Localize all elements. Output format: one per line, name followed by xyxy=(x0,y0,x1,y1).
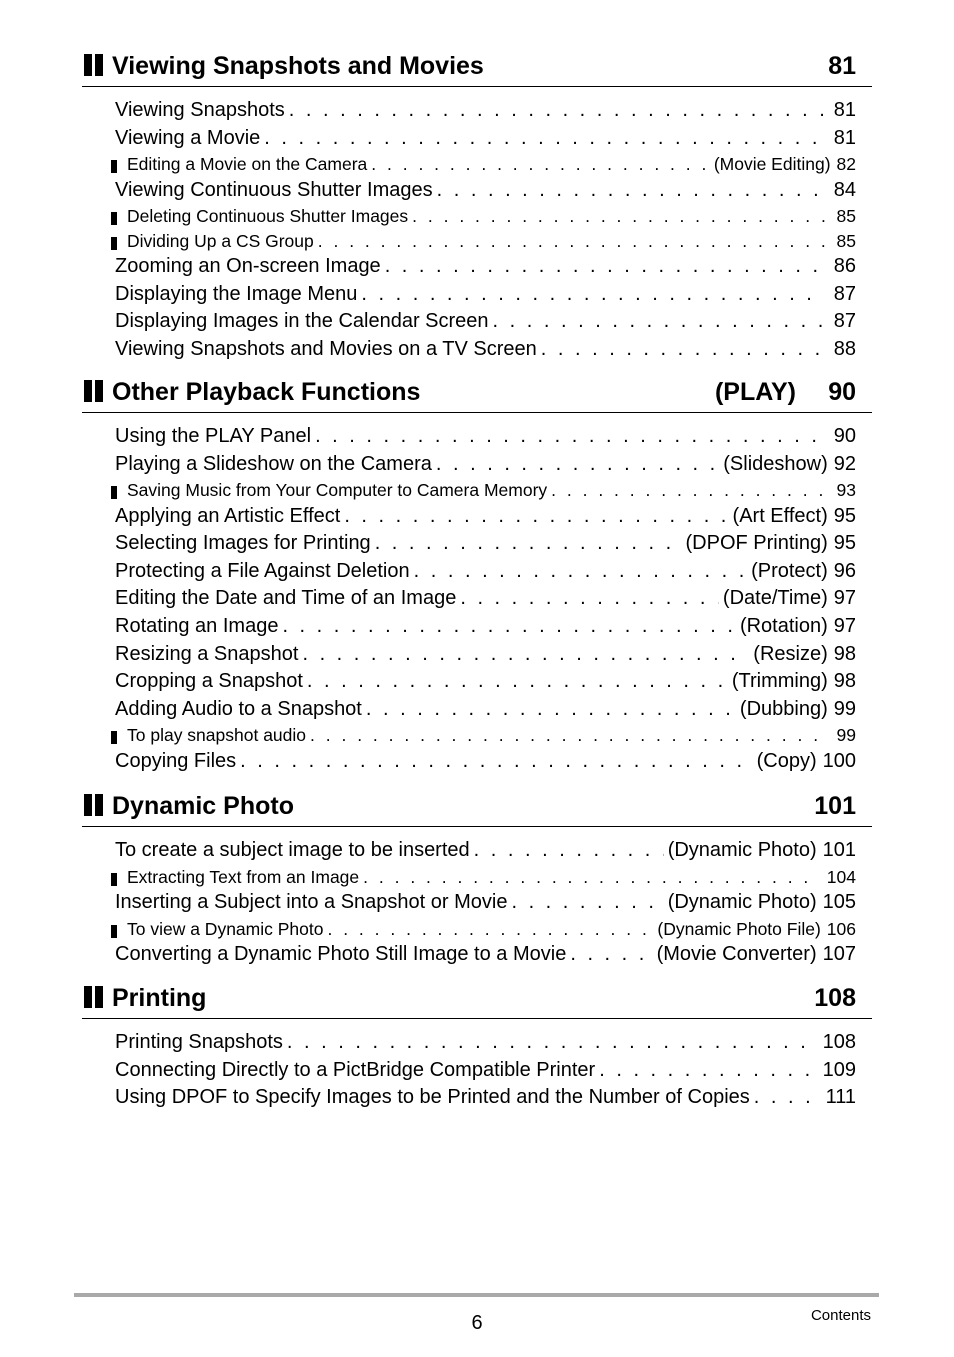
entry-page: 81 xyxy=(833,99,856,121)
entry-text: Converting a Dynamic Photo Still Image to a Movie xyxy=(115,943,567,966)
leader-dots xyxy=(307,668,728,696)
entry-page: 84 xyxy=(833,178,856,201)
section-header[interactable] xyxy=(82,982,872,1019)
leader-dots xyxy=(264,125,823,153)
entry-text: Viewing Continuous Shutter Images xyxy=(115,178,433,201)
section-marker-icon xyxy=(84,986,104,1008)
toc-section xyxy=(82,790,872,969)
leader-dots xyxy=(287,1029,813,1057)
toc-entry[interactable] xyxy=(115,558,856,586)
section-title: Printing xyxy=(112,984,207,1012)
toc-entry[interactable] xyxy=(115,423,856,451)
entry-tag: (Dynamic Photo File) xyxy=(657,918,821,939)
toc-section xyxy=(82,982,872,1112)
toc-section xyxy=(82,376,872,776)
entry-tag: (Movie Editing) xyxy=(713,154,831,175)
entry-page: 92 xyxy=(833,452,856,475)
entry-text: To play snapshot audio xyxy=(127,725,307,746)
leader-dots xyxy=(327,917,653,942)
entry-page: 85 xyxy=(836,206,856,227)
entry-tag: (Trimming) xyxy=(731,670,828,693)
toc-entry[interactable] xyxy=(115,941,856,969)
toc-entry[interactable] xyxy=(115,585,856,613)
entry-tag: (DPOF Printing) xyxy=(685,532,828,555)
leader-dots xyxy=(541,336,824,364)
entry-tag: (Date/Time) xyxy=(722,587,828,610)
entry-tag: (Copy) xyxy=(756,749,817,772)
toc-entry[interactable] xyxy=(115,125,856,153)
entry-page: 88 xyxy=(833,338,856,361)
entry-page: 106 xyxy=(826,918,856,939)
entry-page: 101 xyxy=(822,839,856,861)
footer-divider xyxy=(74,1293,879,1297)
entry-text: Cropping a Snapshot xyxy=(115,670,303,693)
leader-dots xyxy=(436,451,719,479)
section-page: 81 xyxy=(828,52,856,80)
entry-text: Copying Files xyxy=(115,749,237,772)
entry-text: Editing a Movie on the Camera xyxy=(127,154,368,175)
entry-page: 104 xyxy=(826,866,856,887)
entry-text: Zooming an On-screen Image xyxy=(115,255,381,278)
bullet-icon xyxy=(111,486,117,499)
leader-dots xyxy=(599,1057,812,1085)
leader-dots xyxy=(282,613,736,641)
entry-tag: (Dynamic Photo) xyxy=(667,891,817,914)
toc-entry[interactable] xyxy=(115,336,856,364)
section-page: 108 xyxy=(814,984,856,1012)
section-title: Other Playback Functions xyxy=(112,378,421,406)
entry-page: 96 xyxy=(833,559,856,582)
leader-dots xyxy=(385,253,824,281)
entry-page: 100 xyxy=(822,749,856,772)
entry-list xyxy=(82,837,872,969)
entry-text: Extracting Text from an Image xyxy=(127,866,360,887)
section-tag: (PLAY) xyxy=(714,378,796,406)
toc-entry[interactable] xyxy=(115,97,856,125)
entry-page: 99 xyxy=(836,725,856,746)
bullet-icon xyxy=(111,925,117,938)
entry-page: 95 xyxy=(833,532,856,555)
entry-text: To view a Dynamic Photo xyxy=(127,918,324,939)
leader-dots xyxy=(240,748,752,776)
entry-text: Using the PLAY Panel xyxy=(115,425,312,447)
leader-dots xyxy=(302,641,749,669)
entry-text: Applying an Artistic Effect xyxy=(115,504,341,527)
leader-dots xyxy=(493,308,824,336)
toc-subentry[interactable] xyxy=(127,865,856,890)
entry-page: 93 xyxy=(836,480,856,501)
toc-subentry[interactable] xyxy=(127,229,856,254)
toc-section xyxy=(82,50,872,364)
entry-tag: (Dynamic Photo) xyxy=(667,839,817,861)
toc-entry[interactable] xyxy=(115,1057,856,1085)
leader-dots xyxy=(375,530,682,558)
entry-page: 107 xyxy=(822,943,856,966)
section-marker-icon xyxy=(84,794,104,816)
toc-subentry[interactable] xyxy=(127,204,856,229)
toc-entry[interactable] xyxy=(115,530,856,558)
entry-page: 97 xyxy=(833,615,856,638)
entry-tag: (Dubbing) xyxy=(739,697,828,720)
toc-subentry[interactable] xyxy=(127,478,856,503)
entry-tag: (Rotation) xyxy=(739,615,828,638)
toc-entry[interactable] xyxy=(115,641,856,669)
entry-tag: (Resize) xyxy=(753,642,828,665)
toc-entry[interactable] xyxy=(115,281,856,309)
toc-subentry[interactable] xyxy=(127,917,856,942)
toc-entry[interactable] xyxy=(115,177,856,205)
entry-text: Using DPOF to Specify Images to be Printed and the Number of Copies xyxy=(115,1086,750,1109)
entry-text: Printing Snapshots xyxy=(115,1031,283,1053)
leader-dots xyxy=(363,865,817,890)
section-header[interactable] xyxy=(82,50,872,87)
leader-dots xyxy=(474,837,664,865)
section-header[interactable] xyxy=(82,790,872,827)
leader-dots xyxy=(412,204,826,229)
entry-page: 81 xyxy=(833,126,856,149)
entry-tag: (Slideshow) xyxy=(723,452,828,475)
leader-dots xyxy=(754,1084,816,1112)
entry-page: 98 xyxy=(833,670,856,693)
leader-dots xyxy=(315,423,824,451)
toc-entry[interactable] xyxy=(115,503,856,531)
toc-entry[interactable] xyxy=(115,748,856,776)
entry-page: 95 xyxy=(833,504,856,527)
entry-page: 99 xyxy=(833,697,856,720)
leader-dots xyxy=(437,177,824,205)
entry-text: Displaying Images in the Calendar Screen xyxy=(115,310,489,333)
page-number: 6 xyxy=(471,1312,483,1334)
entry-tag: (Protect) xyxy=(751,559,828,582)
bullet-icon xyxy=(111,237,117,250)
entry-list xyxy=(82,97,872,364)
toc-entry[interactable] xyxy=(115,889,856,917)
leader-dots xyxy=(344,503,728,531)
entry-page: 109 xyxy=(822,1058,856,1081)
leader-dots xyxy=(460,585,719,613)
entry-text: Viewing a Movie xyxy=(115,126,261,149)
toc-entry[interactable] xyxy=(115,1029,856,1057)
leader-dots xyxy=(289,97,824,125)
entry-text: Displaying the Image Menu xyxy=(115,282,358,305)
toc-subentry[interactable] xyxy=(127,723,856,748)
toc-entry[interactable] xyxy=(115,308,856,336)
section-header[interactable] xyxy=(82,376,872,413)
entry-page: 87 xyxy=(833,282,856,305)
toc-subentry[interactable] xyxy=(127,152,856,177)
section-title: Dynamic Photo xyxy=(112,792,294,820)
bullet-icon xyxy=(111,160,117,173)
toc-entry[interactable] xyxy=(115,837,856,865)
section-marker-icon xyxy=(84,54,104,76)
section-page: 90 xyxy=(828,378,856,406)
entry-text: Dividing Up a CS Group xyxy=(127,230,314,251)
entry-text: Playing a Slideshow on the Camera xyxy=(115,452,432,475)
entry-text: Protecting a File Against Deletion xyxy=(115,559,410,582)
leader-dots xyxy=(366,696,736,724)
entry-page: 82 xyxy=(836,154,856,175)
entry-text: Rotating an Image xyxy=(115,615,279,638)
entry-text: Viewing Snapshots and Movies on a TV Screen xyxy=(115,338,537,361)
entry-page: 108 xyxy=(822,1031,856,1053)
entry-text: Editing the Date and Time of an Image xyxy=(115,587,457,610)
toc-entry[interactable] xyxy=(115,668,856,696)
leader-dots xyxy=(570,941,652,969)
entry-list xyxy=(82,1029,872,1112)
toc-entry[interactable] xyxy=(115,451,856,479)
entry-text: Adding Audio to a Snapshot xyxy=(115,697,362,720)
bullet-icon xyxy=(111,731,117,744)
entry-list xyxy=(82,423,872,776)
entry-tag: (Art Effect) xyxy=(732,504,828,527)
leader-dots xyxy=(371,152,710,177)
leader-dots xyxy=(414,558,747,586)
toc-entry[interactable] xyxy=(115,613,856,641)
entry-text: Deleting Continuous Shutter Images xyxy=(127,206,409,227)
entry-page: 98 xyxy=(833,642,856,665)
entry-text: Connecting Directly to a PictBridge Compatible Printer xyxy=(115,1058,596,1081)
section-marker-icon xyxy=(84,380,104,402)
leader-dots xyxy=(310,723,827,748)
entry-text: Saving Music from Your Computer to Camera Memory xyxy=(127,480,548,501)
entry-text: Selecting Images for Printing xyxy=(115,532,371,555)
entry-page: 105 xyxy=(822,891,856,914)
entry-text: Inserting a Subject into a Snapshot or Movie xyxy=(115,891,508,914)
bullet-icon xyxy=(111,212,117,225)
footer-contents-link[interactable]: Contents xyxy=(810,1307,871,1324)
entry-text: Resizing a Snapshot xyxy=(115,642,299,665)
leader-dots xyxy=(551,478,826,503)
leader-dots xyxy=(361,281,823,309)
entry-page: 97 xyxy=(833,587,856,610)
entry-page: 90 xyxy=(833,425,856,447)
leader-dots xyxy=(511,889,663,917)
leader-dots xyxy=(318,229,827,254)
toc-entry[interactable] xyxy=(115,696,856,724)
section-page: 101 xyxy=(814,792,856,820)
toc-entry[interactable] xyxy=(115,1084,856,1112)
section-title: Viewing Snapshots and Movies xyxy=(112,52,484,80)
entry-page: 87 xyxy=(833,310,856,333)
entry-page: 111 xyxy=(825,1086,856,1109)
entry-page: 86 xyxy=(833,255,856,278)
toc-entry[interactable] xyxy=(115,253,856,281)
entry-page: 85 xyxy=(836,230,856,251)
entry-tag: (Movie Converter) xyxy=(656,943,817,966)
entry-text: To create a subject image to be inserted xyxy=(115,839,470,861)
bullet-icon xyxy=(111,873,117,886)
entry-text: Viewing Snapshots xyxy=(115,99,285,121)
